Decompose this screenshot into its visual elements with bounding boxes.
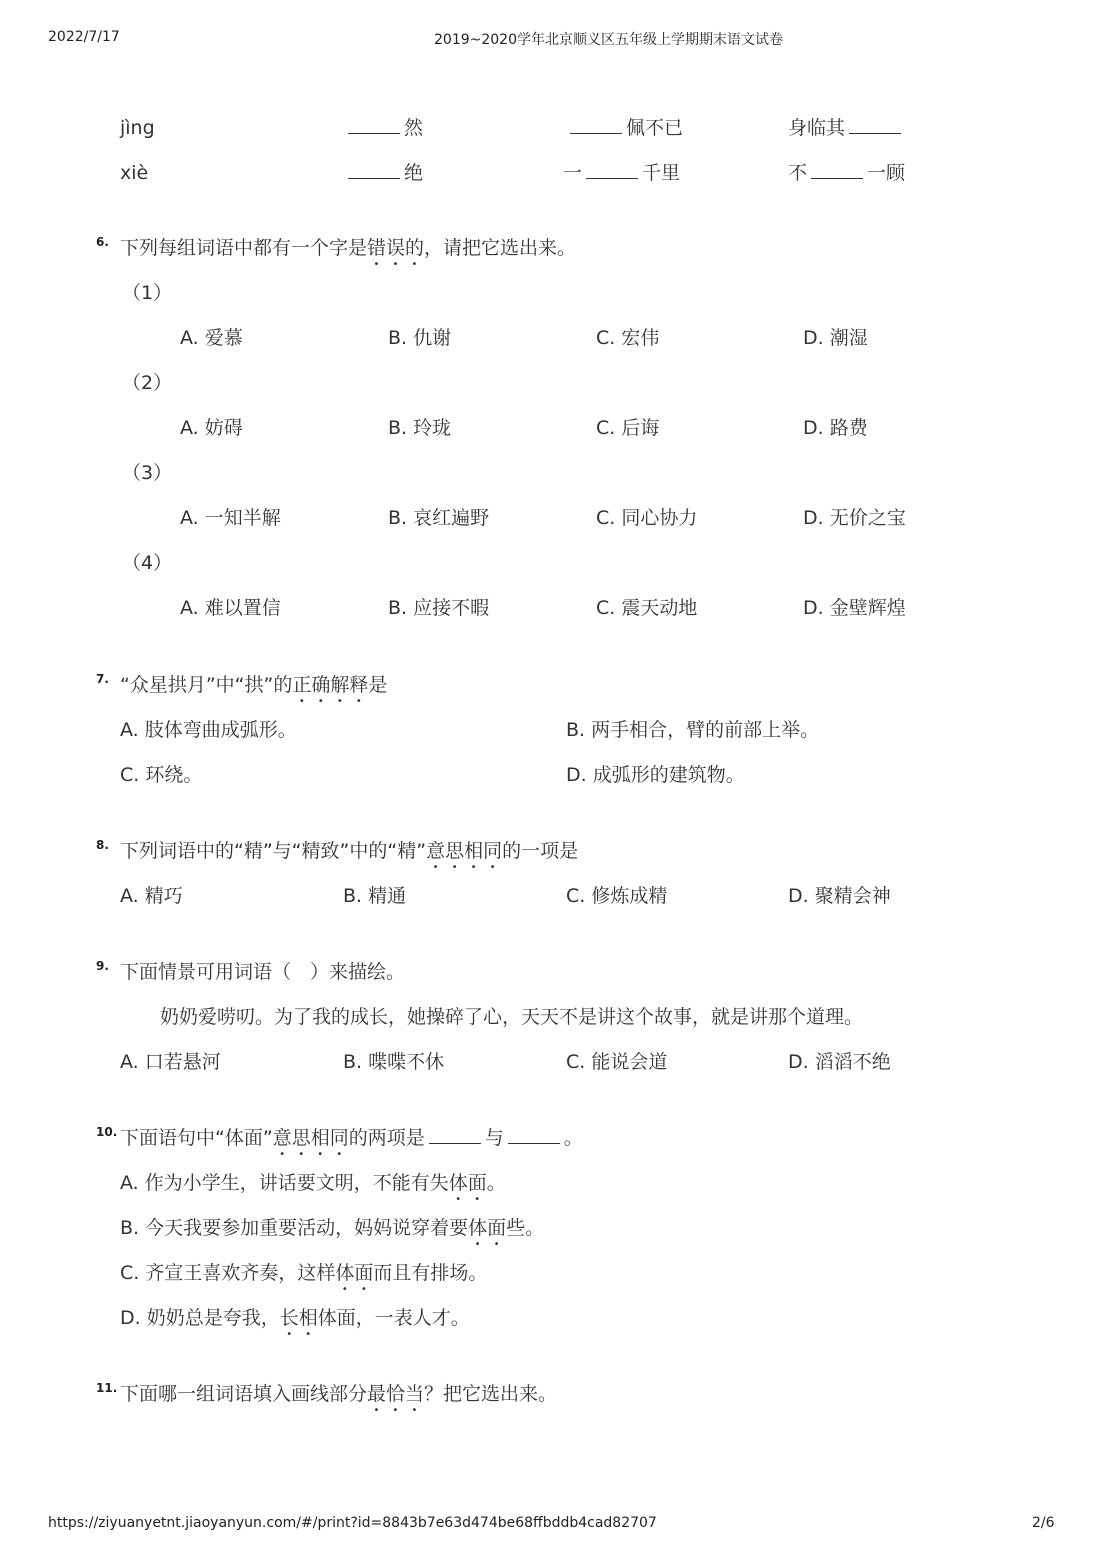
option[interactable]: B. 玲珑 <box>388 417 452 439</box>
option-text: C. 齐宣王喜欢齐奏，这样 <box>120 1262 336 1284</box>
answer-blank[interactable] <box>508 1127 560 1144</box>
emphasis-text: 最恰当 <box>367 1383 425 1405</box>
pinyin-label: jìng <box>120 117 155 139</box>
question-stem <box>120 673 387 707</box>
option[interactable] <box>120 1306 470 1340</box>
option-text: 。 <box>486 1172 506 1194</box>
option[interactable]: C. 震天动地 <box>596 597 698 619</box>
option[interactable]: B. 哀红遍野 <box>388 507 490 529</box>
fill-blank <box>788 161 905 185</box>
fill-blank <box>563 161 680 185</box>
option[interactable] <box>120 1216 544 1250</box>
stem-text: 下面哪一组词语填入画线部分 <box>120 1383 368 1405</box>
option[interactable] <box>120 1171 506 1205</box>
option-text: D. 奶奶总是夸我， <box>120 1307 280 1329</box>
question-stem <box>120 839 578 873</box>
question-number: 7. <box>96 672 109 686</box>
emphasis-text: 错误的 <box>367 237 425 259</box>
sub-question-label: （4） <box>122 552 173 574</box>
option[interactable]: B. 仇谢 <box>388 327 452 349</box>
option[interactable]: D. 成弧形的建筑物。 <box>566 764 745 786</box>
stem-text: 与 <box>484 1127 504 1149</box>
option[interactable]: C. 同心协力 <box>596 507 698 529</box>
option[interactable]: D. 无价之宝 <box>803 507 906 529</box>
blank-line <box>811 162 863 179</box>
option[interactable]: C. 后诲 <box>596 417 660 439</box>
blank-line <box>348 117 400 134</box>
word-part: 然 <box>404 117 424 139</box>
emphasis-text: 体面 <box>448 1172 487 1194</box>
option[interactable]: A. 一知半解 <box>180 507 281 529</box>
option[interactable]: A. 肢体弯曲成弧形。 <box>120 719 297 741</box>
option-text: 而且有排场。 <box>373 1262 488 1284</box>
blank-line <box>348 162 400 179</box>
option[interactable]: A. 精巧 <box>120 885 183 907</box>
option[interactable]: A. 口若悬河 <box>120 1051 221 1073</box>
word-part: 一 <box>563 162 583 184</box>
option[interactable]: D. 路费 <box>803 417 868 439</box>
option-text: B. 今天我要参加重要活动，妈妈说穿着要 <box>120 1217 469 1239</box>
question-stem: 下面情景可用词语（ ）来描绘。 <box>120 961 406 983</box>
sub-question-label: （2） <box>122 372 173 394</box>
blank-line <box>849 117 901 134</box>
emphasis-text: 意思相同 <box>426 840 503 862</box>
word-part: 身临其 <box>788 117 846 139</box>
option[interactable]: A. 爱慕 <box>180 327 243 349</box>
answer-blank[interactable] <box>429 1127 481 1144</box>
option[interactable]: C. 宏伟 <box>596 327 660 349</box>
fill-blank <box>344 116 423 140</box>
option[interactable]: B. 精通 <box>343 885 407 907</box>
option-text: 些。 <box>506 1217 545 1239</box>
question-number: 6. <box>96 235 109 249</box>
print-date: 2022/7/17 <box>48 29 120 45</box>
option[interactable]: D. 潮湿 <box>803 327 868 349</box>
blank-line <box>586 162 638 179</box>
question-number: 10. <box>96 1125 118 1139</box>
blank-line <box>570 117 622 134</box>
emphasis-text: 意思相同 <box>272 1127 349 1149</box>
option[interactable]: C. 环绕。 <box>120 764 203 786</box>
emphasis-text: 体面 <box>335 1262 374 1284</box>
emphasis-text: 体面 <box>468 1217 507 1239</box>
stem-text: 下面语句中“体面” <box>120 1127 273 1149</box>
option-text: 体面，一表人才。 <box>317 1307 470 1329</box>
option[interactable]: D. 滔滔不绝 <box>788 1051 891 1073</box>
passage-text: 奶奶爱唠叨。为了我的成长，她操碎了心，天天不是讲这个故事，就是讲那个道理。 <box>160 1006 864 1028</box>
stem-text: 是 <box>368 674 388 696</box>
fill-blank <box>788 116 905 140</box>
option[interactable]: C. 修炼成精 <box>566 885 668 907</box>
word-part: 佩不已 <box>626 117 684 139</box>
option-text: A. 作为小学生，讲话要文明，不能有失 <box>120 1172 449 1194</box>
option[interactable]: B. 喋喋不休 <box>343 1051 445 1073</box>
emphasis-text: 正确解释 <box>292 674 369 696</box>
stem-text: 下列词语中的“精”与“精致”中的“精” <box>120 840 427 862</box>
question-stem <box>120 1126 583 1160</box>
pinyin-label: xiè <box>120 162 149 184</box>
word-part: 不 <box>788 162 808 184</box>
page-number: 2/6 <box>1032 1515 1055 1531</box>
stem-text: 。 <box>563 1127 583 1149</box>
option[interactable]: C. 能说会道 <box>566 1051 668 1073</box>
word-part: 绝 <box>404 162 424 184</box>
question-stem <box>120 1382 557 1416</box>
word-part: 千里 <box>642 162 681 184</box>
page-url[interactable]: https://ziyuanyetnt.jiaoyanyun.com/#/print?id=8843b7e63d474be68ffbddb4cad82707 <box>48 1515 657 1531</box>
word-part: 一顾 <box>867 162 906 184</box>
question-stem <box>120 236 576 270</box>
stem-text: ？把它选出来。 <box>424 1383 558 1405</box>
question-number: 11. <box>96 1381 118 1395</box>
fill-blank <box>344 161 423 185</box>
fill-blank <box>566 116 683 140</box>
option[interactable]: A. 妨碍 <box>180 417 243 439</box>
stem-text: “众星拱月”中“拱”的 <box>120 674 293 696</box>
question-number: 9. <box>96 959 109 973</box>
stem-text: ，请把它选出来。 <box>424 237 577 259</box>
stem-text: 的两项是 <box>348 1127 425 1149</box>
option[interactable]: B. 两手相合，臂的前部上举。 <box>566 719 820 741</box>
emphasis-text: 长相 <box>279 1307 318 1329</box>
question-number: 8. <box>96 838 109 852</box>
document-title: 2019~2020学年北京顺义区五年级上学期期末语文试卷 <box>434 32 783 48</box>
option[interactable]: D. 聚精会神 <box>788 885 891 907</box>
stem-text: 的一项是 <box>502 840 579 862</box>
option[interactable]: B. 应接不暇 <box>388 597 490 619</box>
option[interactable]: D. 金壁辉煌 <box>803 597 906 619</box>
stem-text: 下列每组词语中都有一个字是 <box>120 237 368 259</box>
option[interactable]: A. 难以置信 <box>180 597 281 619</box>
sub-question-label: （3） <box>122 462 173 484</box>
option[interactable] <box>120 1261 487 1295</box>
sub-question-label: （1） <box>122 282 173 304</box>
